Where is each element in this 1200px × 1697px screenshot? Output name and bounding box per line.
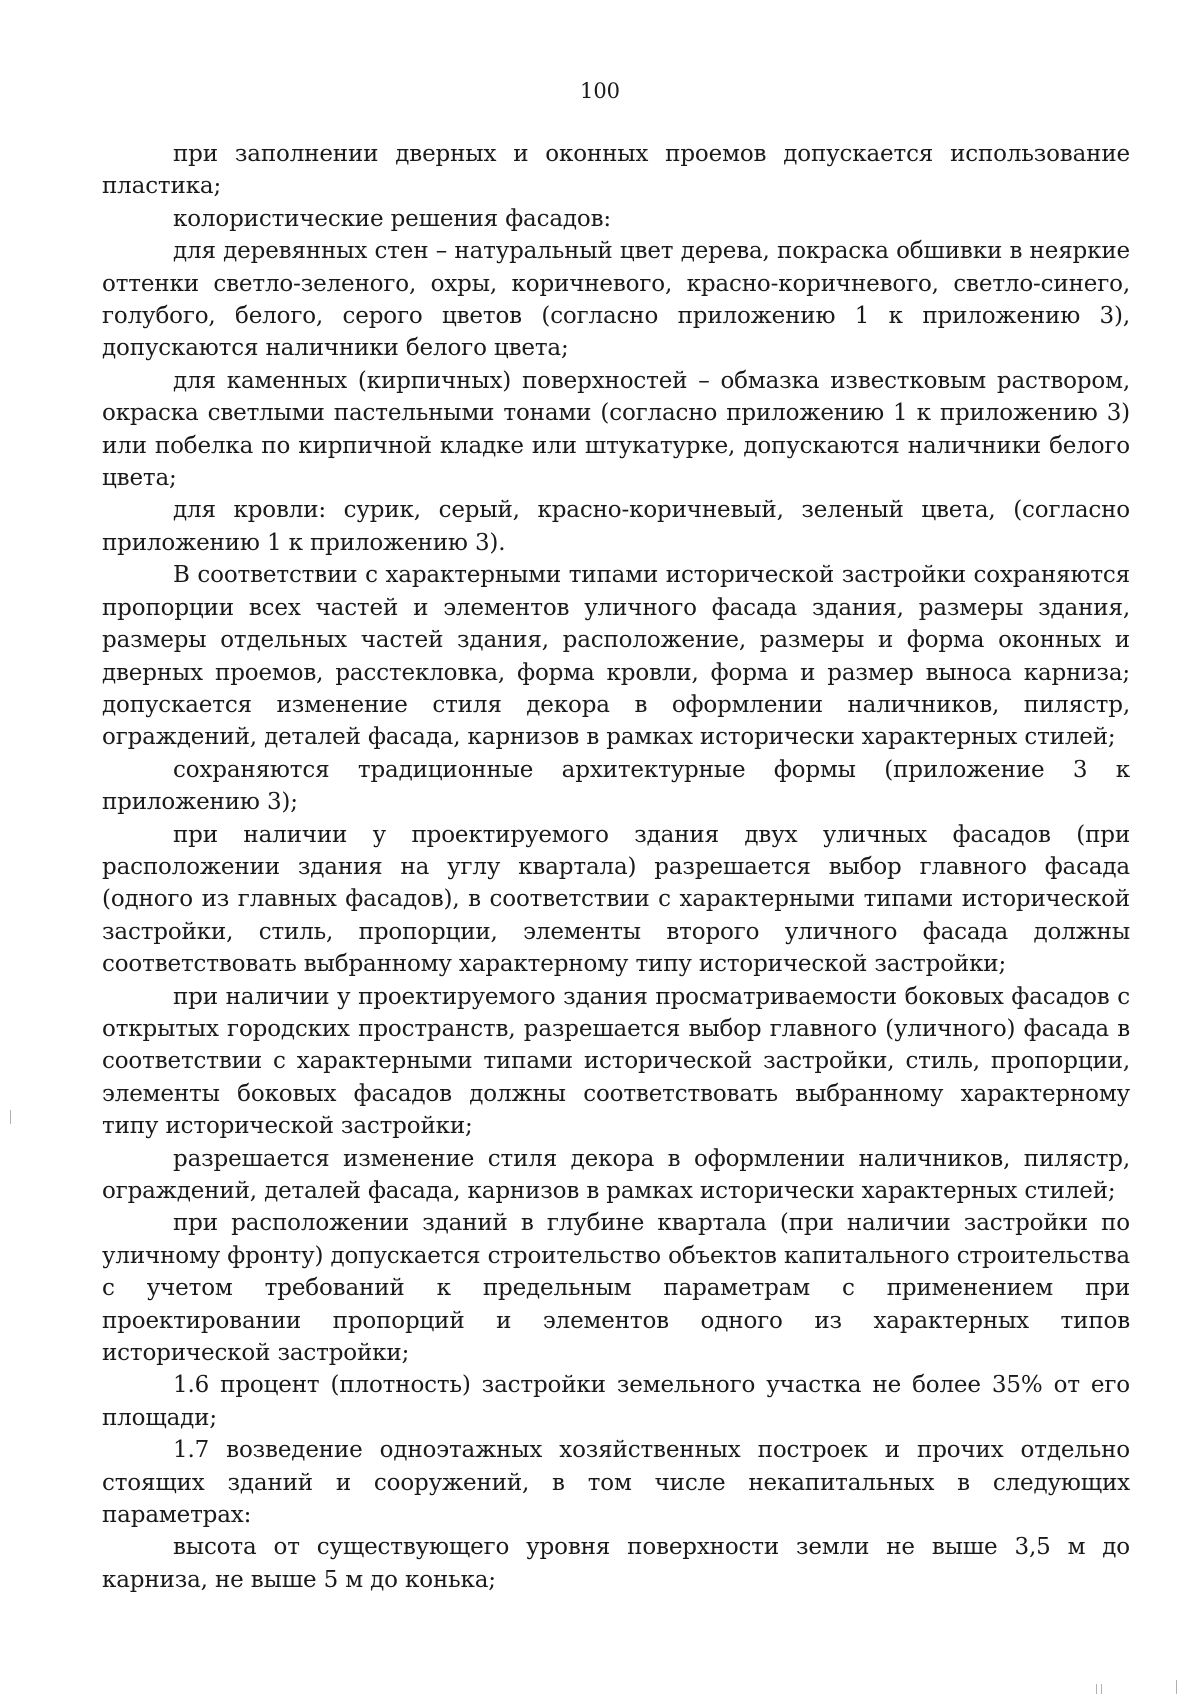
paragraph-inner-block-buildings: при расположении зданий в глубине квартала (при наличии застройки по уличному фронту) допускается строительство объектов капитального строительства с учетом требований к предельным параметрам с применением при проектировании пропорций и элементов одного из характерных типов исторической застройки; [102,1210,1130,1367]
scan-artifact-mark [1176,1680,1177,1694]
scan-artifact-mark [1096,1684,1097,1694]
paragraph-wooden-walls: для деревянных стен – натуральный цвет дерева, покраска обшивки в неяркие оттенки светло-зеленого, охры, коричневого, красно-коричневого, светло-синего, голубого, белого, серого цветов (согласно приложению 1 к приложению 3), допускаются наличники белого цвета; [102,238,1130,362]
paragraph-traditional-forms: сохраняются традиционные архитектурные формы (приложение 3 к приложению 3); [102,756,1130,816]
document-body [102,138,1130,1596]
paragraph-side-facades: при наличии у проектируемого здания просматриваемости боковых фасадов с открытых городских пространств, разрешается выбор главного (уличного) фасада в соответствии с характерными типами исторической застройки, стиль, пропорции, элементы боковых фасадов должны соответствовать выбранному характерному типу исторической застройки; [102,983,1130,1140]
paragraph-site-coverage: 1.6 процент (плотность) застройки земельного участка не более 35% от его площади; [102,1372,1130,1431]
paragraph-plastic-fillings: при заполнении дверных и оконных проемов допускается использование пластика; [102,141,1130,200]
scan-artifact-mark [1101,1684,1102,1694]
paragraph-historic-proportions: В соответствии с характерными типами исторической застройки сохраняются пропорции всех частей и элементов уличного фасада здания, размеры здания, размеры отдельных частей здания, расположение, размеры и форма оконных и дверных проемов, расстекловка, форма кровли, форма и размер выноса карниза; допускается изменение стиля декора в оформлении наличников, пилястр, ограждений, деталей фасада, карнизов в рамках исторически характерных стилей; [102,562,1130,751]
scan-artifact-mark [10,1110,11,1124]
page-number: 100 [579,79,621,103]
paragraph-outbuildings: 1.7 возведение одноэтажных хозяйственных построек и прочих отдельно стоящих зданий и сооружений, в том числе некапитальных в следующих параметрах: [102,1437,1130,1529]
paragraph-facade-colors-heading: колористические решения фасадов: [173,205,612,232]
paragraph-stone-surfaces: для каменных (кирпичных) поверхностей – обмазка известковым раствором, окраска светлыми пастельными тонами (согласно приложению 1 к приложению 3) или побелка по кирпичной кладке или штукатурке, допускаются наличники белого цвета; [102,367,1130,492]
paragraph-roof-colors: для кровли: сурик, серый, красно-коричневый, зеленый цвета, (согласно приложению 1 к приложению 3). [102,497,1130,556]
paragraph-decor-style: разрешается изменение стиля декора в оформлении наличников, пилястр, ограждений, деталей фасада, карнизов в рамках исторически характерных стилей; [102,1145,1130,1204]
paragraph-height-limits: высота от существующего уровня поверхности земли не выше 3,5 м до карниза, не выше 5 м до конька; [102,1534,1130,1593]
paragraph-two-street-facades: при наличии у проектируемого здания двух уличных фасадов (при расположении здания на углу квартала) разрешается выбор главного фасада (одного из главных фасадов), в соответствии с характерными типами исторической застройки, стиль, пропорции, элементы второго уличного фасада должны соответствовать выбранному характерному типу исторической застройки; [102,821,1130,978]
